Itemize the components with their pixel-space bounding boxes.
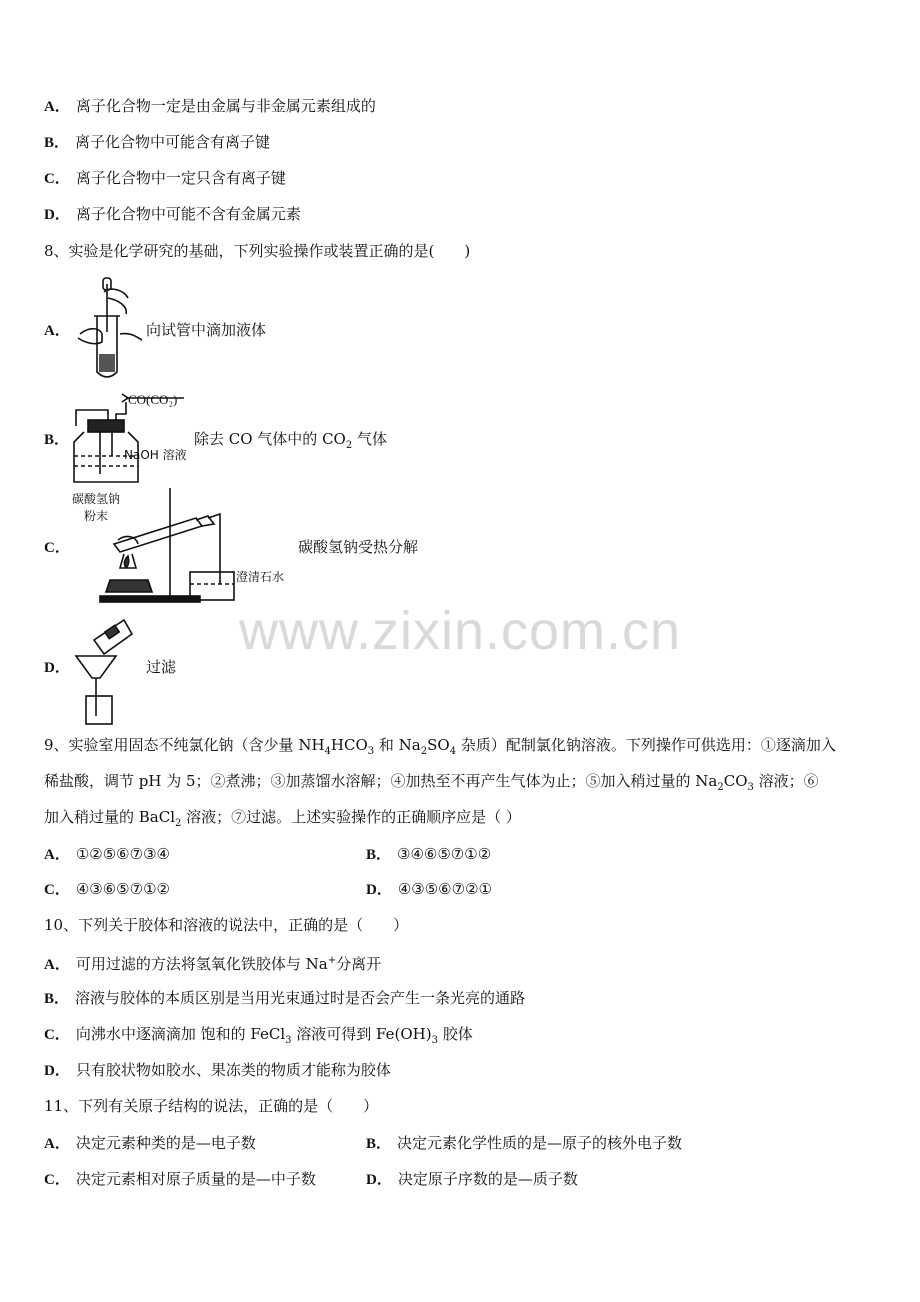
option-text: 决定原子序数的是—质子数: [397, 1170, 578, 1188]
option-label: B．: [366, 847, 392, 863]
q9-option-c: [44, 879, 170, 900]
option-text: 溶液与胶体的本质区别是当用光束通过时是否会产生一条光亮的通路: [75, 989, 526, 1007]
text-part: 9、实验室用固态不纯氯化钠（含少量 NH: [44, 736, 325, 754]
text-part: HCO: [330, 736, 368, 754]
powder-label-1: 碳酸氢钠: [72, 492, 121, 506]
option-label: B．: [44, 135, 70, 151]
option-text: ④③⑤⑥⑦②①: [397, 880, 492, 898]
text-part: 气体: [352, 430, 388, 448]
q7-option-b: [44, 132, 270, 153]
text-part: 加入稍过量的 BaCl: [44, 808, 176, 826]
subscript: 3: [431, 1035, 438, 1046]
option-label: D．: [44, 207, 70, 223]
option-label: A．: [44, 323, 70, 339]
superscript: +: [327, 955, 337, 966]
q7-option-d: [44, 204, 301, 225]
q11-option-a: [44, 1133, 256, 1154]
q10-stem: 10、下列关于胶体和溶液的说法中，正确的是（ ）: [44, 916, 409, 934]
text-part: 胶体: [437, 1025, 473, 1043]
option-text: ①②⑤⑥⑦③④: [75, 845, 170, 863]
text-part: 除去 CO 气体中的 CO: [194, 430, 346, 448]
text-part: 溶液；⑥: [753, 772, 819, 790]
subscript: 2: [175, 818, 182, 829]
option-text: 离子化合物一定是由金属与非金属元素组成的: [75, 97, 376, 115]
text-part: 杂质）配制氯化钠溶液。下列操作可供选用：①逐滴加入: [456, 736, 836, 754]
q7-option-c: [44, 168, 286, 189]
option-label: A．: [44, 1136, 70, 1152]
option-text: 只有胶状物如胶水、果冻类的物质才能称为胶体: [75, 1061, 391, 1079]
q10-option-d: [44, 1060, 391, 1081]
q7-option-a: [44, 96, 376, 117]
option-label: C．: [44, 171, 70, 187]
q8-option-b-text: [194, 429, 387, 456]
subscript: 3: [285, 1035, 292, 1046]
option-text: 决定元素种类的是—电子数: [75, 1134, 256, 1152]
q9-stem-line-1: [44, 735, 836, 762]
text-part: 和 Na: [374, 736, 421, 754]
subscript: 2: [717, 782, 724, 793]
q8-stem: 8、实验是化学研究的基础，下列实验操作或装置正确的是( ): [44, 242, 471, 260]
q10-option-c: [44, 1024, 473, 1051]
option-label: A．: [44, 847, 70, 863]
heating-apparatus-figure: [96, 484, 246, 608]
q8-option-c: [44, 537, 76, 558]
q10-option-a: [44, 951, 381, 975]
option-text: 决定元素相对原子质量的是—中子数: [75, 1170, 316, 1188]
q10-option-b: [44, 988, 525, 1009]
q9-option-b: [366, 844, 491, 865]
q9-stem-line-3: [44, 807, 521, 834]
text-part: SO: [427, 736, 450, 754]
q9-option-d: [366, 879, 492, 900]
option-label: A．: [44, 957, 70, 973]
naoh-solution-label: NaOH 溶液: [124, 448, 187, 462]
subscript: 3: [367, 746, 375, 757]
option-label: B．: [44, 432, 70, 448]
text-part: 可用过滤的方法将氢氧化铁胶体与 Na: [75, 955, 328, 973]
text-part: 溶液可得到 Fe(OH): [291, 1025, 432, 1043]
option-text: ④③⑥⑤⑦①②: [75, 880, 170, 898]
option-text: ③④⑥⑤⑦①②: [397, 845, 492, 863]
option-label: C．: [44, 1172, 70, 1188]
gas-label: CO(CO₂): [128, 392, 178, 407]
option-label: C．: [44, 1027, 70, 1043]
option-label: D．: [44, 660, 70, 676]
q11-stem: 11、下列有关原子结构的说法，正确的是（ ）: [44, 1097, 379, 1115]
subscript: 4: [324, 746, 331, 757]
subscript: 4: [449, 746, 457, 757]
option-label: C．: [44, 882, 70, 898]
q8-option-c-text: 碳酸氢钠受热分解: [298, 538, 419, 556]
dropper-test-tube-figure: [72, 276, 152, 384]
option-label: B．: [44, 991, 70, 1007]
q11-option-c: [44, 1169, 316, 1190]
q8-option-a-text: 向试管中滴加液体: [146, 321, 267, 339]
q9-stem-line-2: [44, 771, 819, 798]
text-part: 稀盐酸，调节 pH 为 5；②煮沸；③加蒸馏水溶解；④加热至不再产生气体为止；⑤加入稍过量的 Na: [44, 772, 718, 790]
option-label: D．: [366, 1172, 392, 1188]
subscript: 2: [420, 746, 428, 757]
subscript: 2: [345, 440, 353, 451]
option-text: 离子化合物中可能含有离子键: [75, 133, 271, 151]
option-text: 离子化合物中可能不含有金属元素: [75, 205, 301, 223]
option-text: 离子化合物中一定只含有离子键: [75, 169, 286, 187]
option-text: 决定元素化学性质的是—原子的核外电子数: [397, 1134, 683, 1152]
option-label: A．: [44, 99, 70, 115]
option-label: D．: [366, 882, 392, 898]
text-part: 溶液；⑦过滤。上述实验操作的正确顺序应是（ ）: [181, 808, 521, 826]
subscript: 3: [747, 782, 754, 793]
q8-option-d-text: 过滤: [146, 658, 177, 676]
q11-option-b: [366, 1133, 682, 1154]
q11-option-d: [366, 1169, 578, 1190]
option-label: C．: [44, 540, 70, 556]
option-label: B．: [366, 1136, 392, 1152]
text-part: 分离开: [336, 955, 382, 973]
filtration-figure: [72, 612, 152, 728]
watermark: www.zixin.com.cn: [238, 601, 682, 661]
text-part: 向沸水中逐滴滴加 饱和的 FeCl: [75, 1025, 286, 1043]
limewater-label: 澄清石水: [236, 570, 285, 584]
text-part: CO: [723, 772, 748, 790]
q9-option-a: [44, 844, 170, 865]
powder-label-2: 粉末: [84, 509, 109, 523]
option-label: D．: [44, 1063, 70, 1079]
